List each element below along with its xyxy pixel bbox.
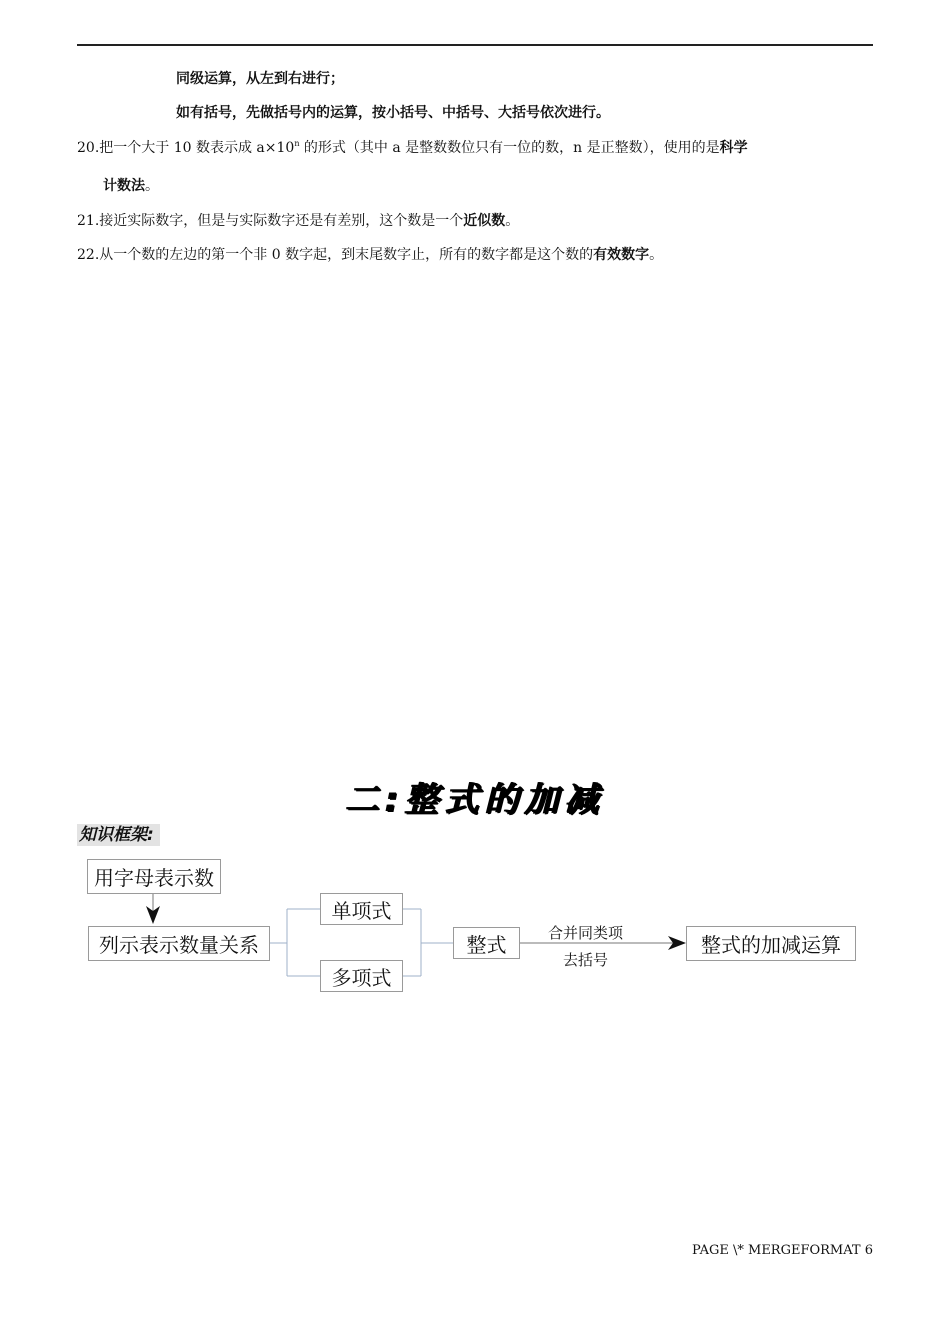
item-20-text-a: 把一个大于 10 数表示成 a×10: [99, 140, 295, 156]
box-quantity-relation: 列示表示数量关系: [88, 926, 270, 961]
item-21-end: 。: [505, 213, 520, 229]
item-22-number: 22.: [77, 247, 100, 263]
edge-label-combine-like-terms: 合并同类项: [548, 924, 624, 942]
framework-label: 知识框架:: [77, 824, 160, 846]
edge-label-remove-brackets: 去括号: [563, 951, 609, 969]
item-20-term-part2: 计数法: [103, 178, 145, 194]
item-20-term-part1: 科学: [719, 140, 748, 156]
item-20-text-b: 的形式（其中 a 是整数数位只有一位的数，n 是正整数），使用的是: [299, 140, 720, 156]
item-22-end: 。: [649, 247, 664, 263]
page-footer: PAGE \* MERGEFORMAT 6: [692, 1243, 873, 1258]
item-21-text: 接近实际数字，但是与实际数字还是有差别，这个数是一个: [99, 213, 464, 229]
item-20-exponent: n: [294, 139, 300, 148]
section-title: 二:整式的加减: [345, 780, 605, 820]
box-add-subtract-operations: 整式的加减运算: [686, 926, 856, 961]
item-22-text: 从一个数的左边的第一个非 0 数字起，到末尾数字止，所有的数字都是这个数的: [99, 247, 594, 263]
item-21-number: 21.: [77, 213, 100, 229]
item-20-number: 20.: [77, 140, 100, 156]
box-integral-expression: 整式: [453, 927, 520, 959]
item-20-end: 。: [145, 178, 159, 194]
item-21-term: 近似数: [463, 213, 506, 229]
box-monomial: 单项式: [320, 893, 403, 925]
box-polynomial: 多项式: [320, 960, 403, 992]
rule-brackets: 如有括号，先做括号内的运算，按小括号、中括号、大括号依次进行。: [176, 105, 610, 121]
item-22-term: 有效数字: [593, 247, 650, 263]
rule-same-level: 同级运算，从左到右进行；: [176, 71, 344, 87]
box-letters-represent-numbers: 用字母表示数: [87, 859, 221, 894]
